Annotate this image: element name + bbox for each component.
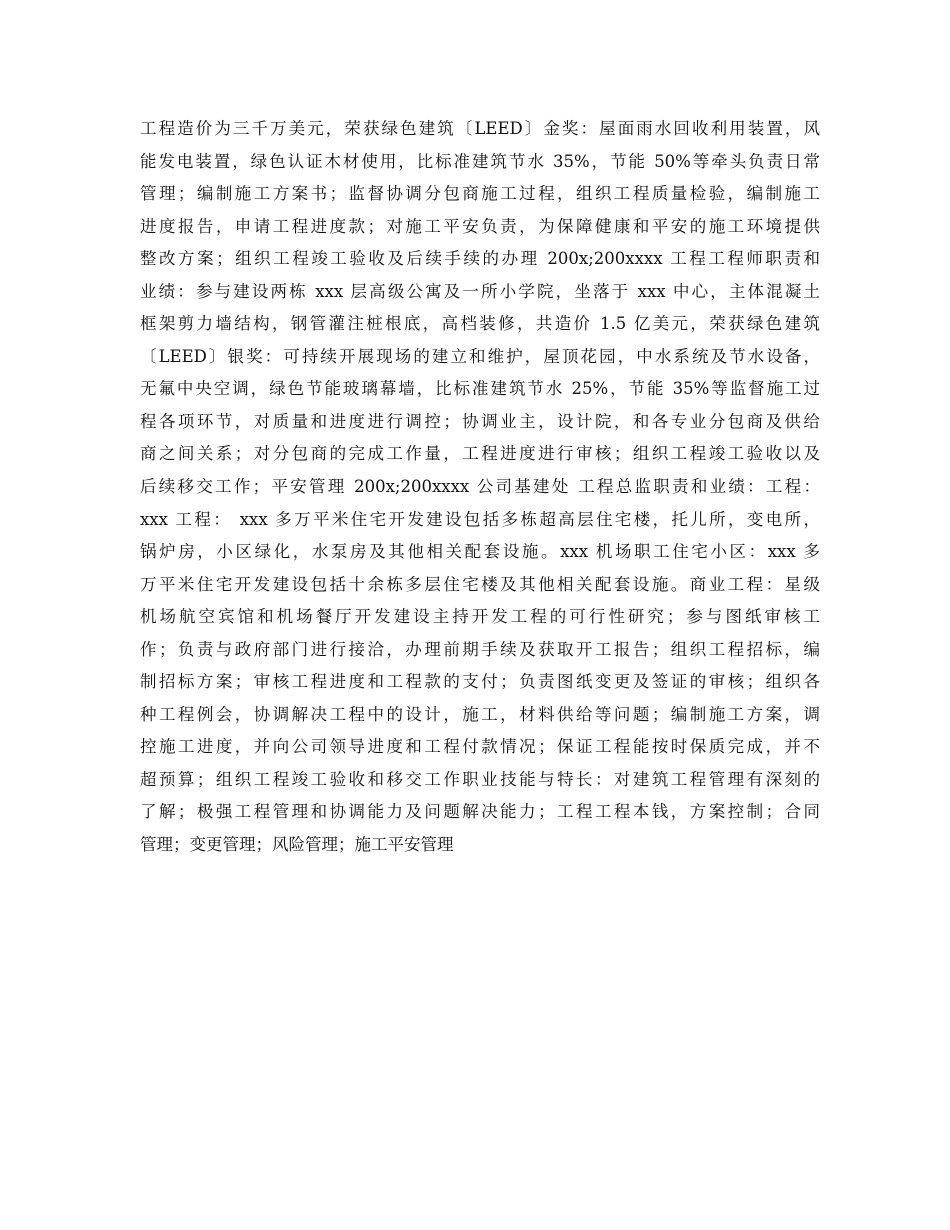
- text-line: 后续移交工作；平安管理 200x;200xxxx 公司基建处 工程总监职责和业绩：工程：: [140, 477, 820, 497]
- text-line: 能发电装置，绿色认证木材使用，比标准建筑节水 35%，节能 50%等牵头负责日常: [140, 151, 820, 171]
- text-line: 工程造价为三千万美元，荣获绿色建筑〔LEED〕金奖：屋面雨水回收利用装置，风: [140, 119, 820, 138]
- text-line: 超预算；组织工程竣工验收和移交工作职业技能与特长：对建筑工程管理有深刻的: [140, 769, 820, 789]
- text-line: 进度报告，申请工程进度款；对施工平安负责，为保障健康和平安的施工环境提供: [140, 216, 820, 236]
- text-line: 管理；编制施工方案书；监督协调分包商施工过程，组织工程质量检验，编制施工: [140, 184, 820, 204]
- text-line: 无氟中央空调，绿色节能玻璃幕墙，比标准建筑节水 25%，节能 35%等监督施工过: [140, 379, 820, 399]
- text-line: 锅炉房，小区绿化，水泵房及其他相关配套设施。xxx 机场职工住宅小区：xxx 多: [140, 542, 820, 562]
- text-line: 程各项环节，对质量和进度进行调控；协调业主，设计院，和各专业分包商及供给: [140, 411, 820, 431]
- text-line: 作；负责与政府部门进行接洽，办理前期手续及获取开工报告；组织工程招标，编: [140, 639, 820, 659]
- text-line: 〔LEED〕银奖：可持续开展现场的建立和维护，屋顶花园，中水系统及节水设备，: [140, 346, 820, 366]
- text-line-last: 管理；变更管理；风险管理；施工平安管理: [140, 835, 454, 855]
- text-line: 控施工进度，并向公司领导进度和工程付款情况；保证工程能按时保质完成，并不: [140, 737, 820, 757]
- text-line: 业绩：参与建设两栋 xxx 层高级公寓及一所小学院，坐落于 xxx 中心，主体混凝土: [140, 281, 820, 301]
- text-line: 商之间关系；对分包商的完成工作量，工程进度进行审核；组织工程竣工验收以及: [140, 444, 820, 464]
- text-line: 制招标方案；审核工程进度和工程款的支付；负责图纸变更及签证的审核；组织各: [140, 672, 820, 692]
- text-line: 机场航空宾馆和机场餐厅开发建设主持开发工程的可行性研究；参与图纸审核工: [140, 607, 820, 627]
- text-line: 种工程例会，协调解决工程中的设计，施工，材料供给等问题；编制施工方案，调: [140, 704, 820, 724]
- text-line: 万平米住宅开发建设包括十余栋多层住宅楼及其他相关配套设施。商业工程：星级: [140, 574, 820, 594]
- body-text: [140, 113, 820, 862]
- text-line: 整改方案；组织工程竣工验收及后续手续的办理 200x;200xxxx 工程工程师职责和: [140, 249, 820, 269]
- text-line: 了解；极强工程管理和协调能力及问题解决能力；工程工程本钱，方案控制；合同: [140, 802, 820, 822]
- text-line: 框架剪力墙结构，钢管灌注桩根底，高档装修，共造价 1.5 亿美元，荣获绿色建筑: [140, 314, 820, 334]
- text-line: xxx 工程： xxx 多万平米住宅开发建设包括多栋超高层住宅楼，托儿所，变电所，: [140, 509, 820, 529]
